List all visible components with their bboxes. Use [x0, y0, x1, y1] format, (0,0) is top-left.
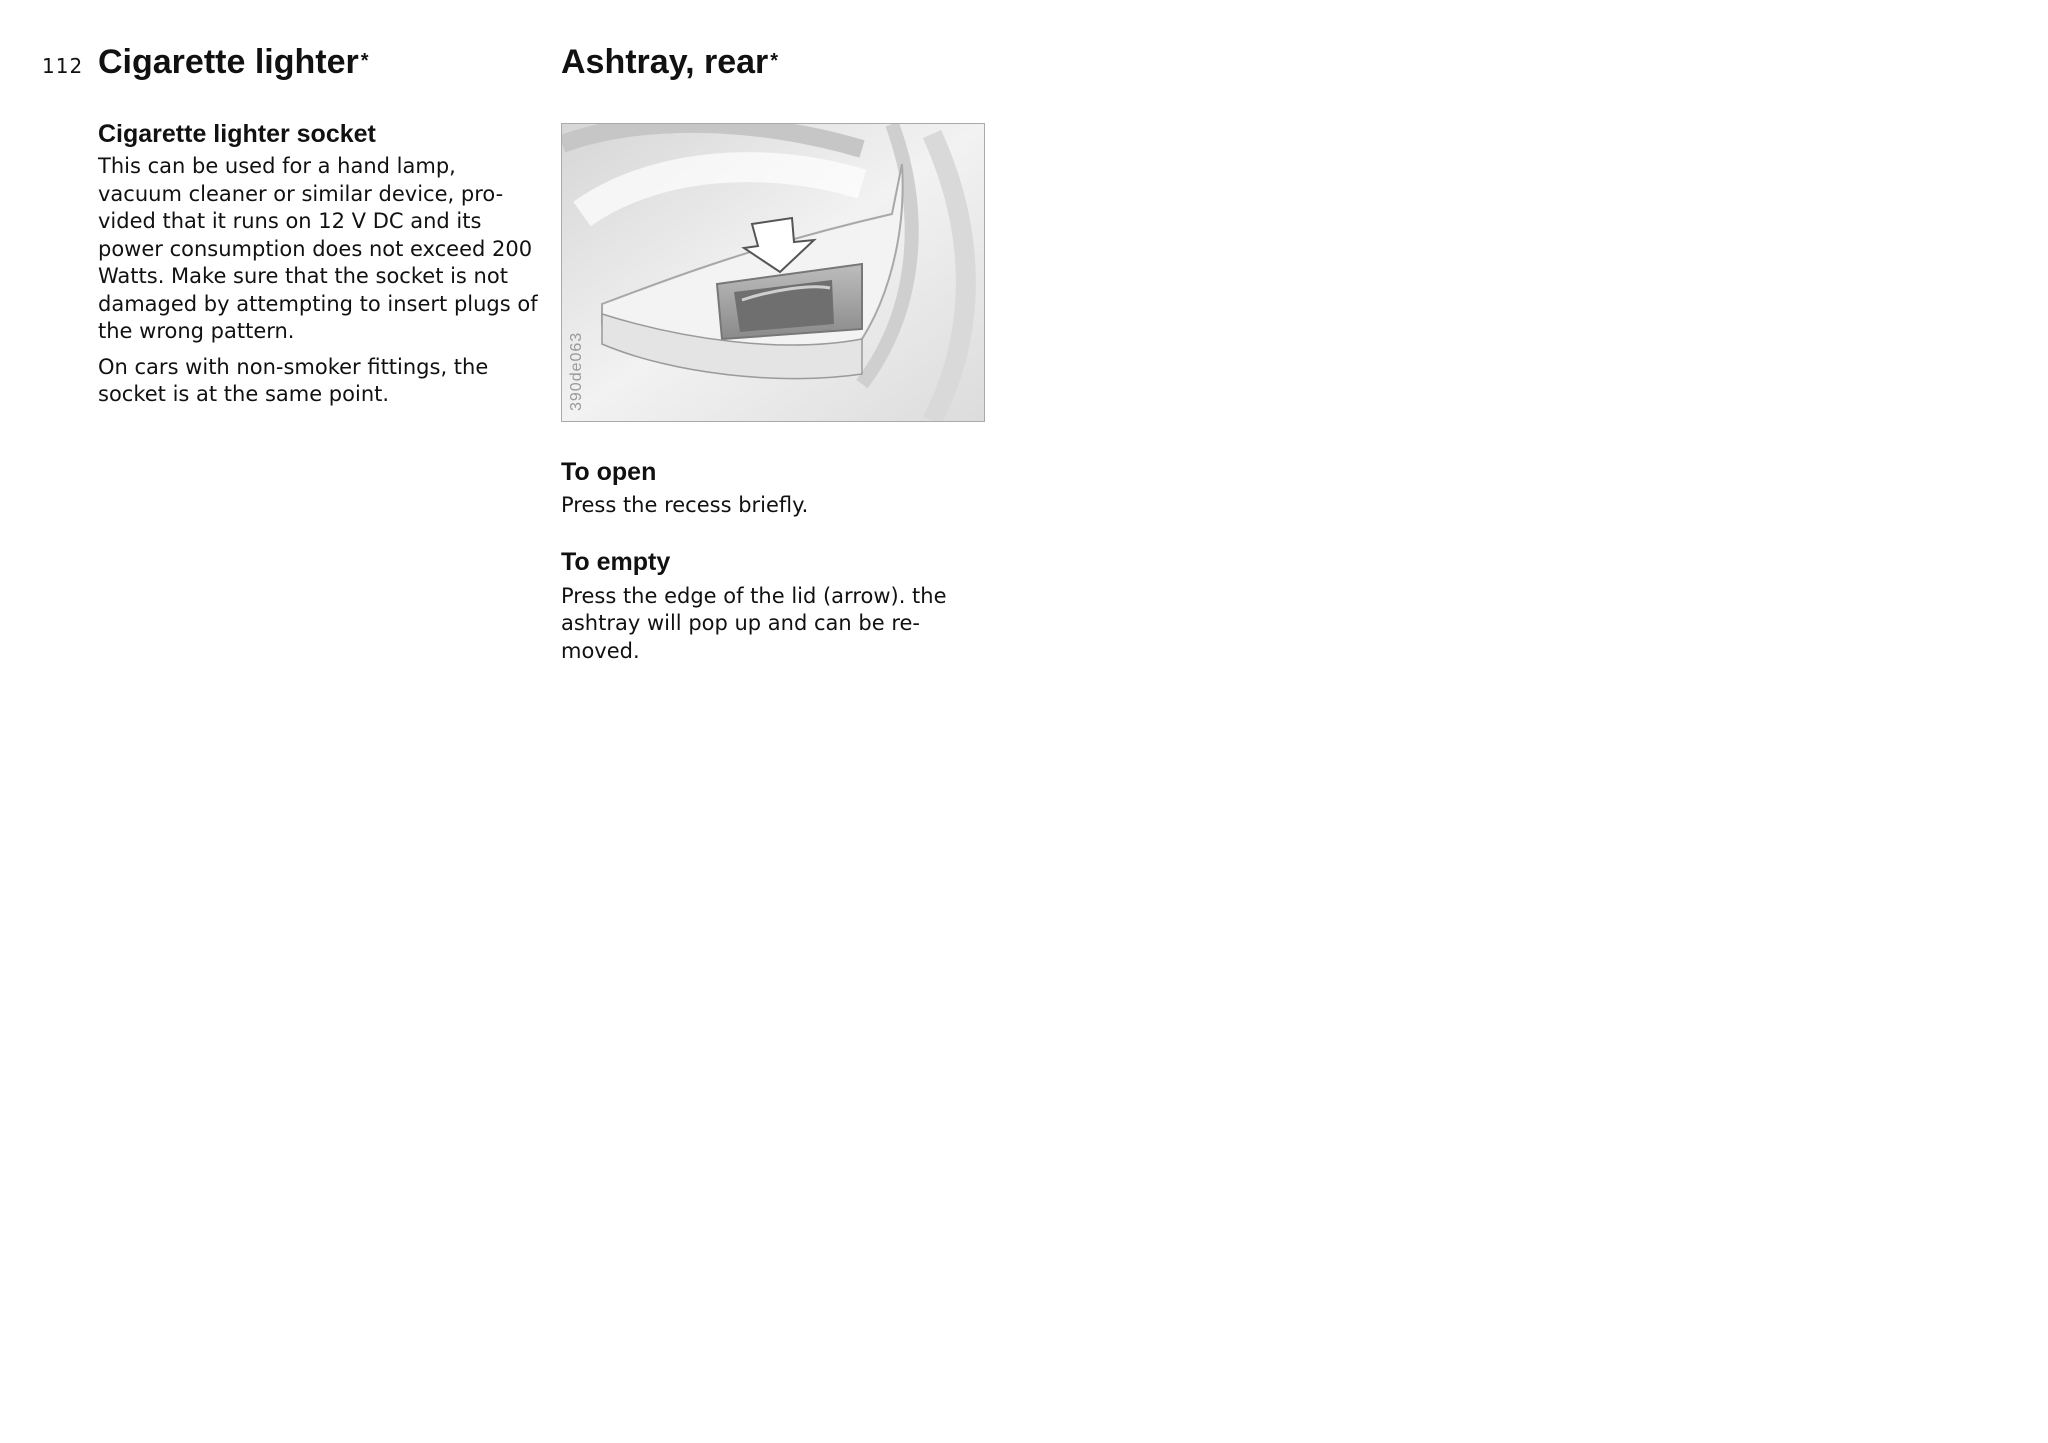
to-empty-text: Press the edge of the lid (arrow). the ashtray will pop up and can be re- moved.	[561, 583, 947, 663]
cigarette-lighter-title-text: Cigarette lighter	[98, 43, 359, 81]
ashtray-drawing	[562, 124, 984, 421]
to-empty-heading: To empty	[561, 547, 671, 576]
cigarette-lighter-section	[98, 40, 543, 409]
lighter-socket-paragraph: This can be used for a hand lamp, vacuum cleaner or similar device, pro- vided that it runs on 12 V DC and its power consumption does not exceed 200 Watts. Make sure that the socket is not damaged by attempting to insert plugs of the wrong pattern.	[98, 154, 538, 343]
to-open-text: Press the recess briefly.	[561, 493, 809, 517]
page-number: 112	[42, 54, 84, 78]
lighter-socket-heading: Cigarette lighter socket	[98, 120, 376, 148]
to-open-heading: To open	[561, 458, 657, 486]
optional-equipment-asterisk: *	[360, 50, 369, 72]
figure-code: 390de063	[568, 331, 585, 411]
non-smoker-paragraph: On cars with non-smoker fittings, the socket is at the same point.	[98, 354, 489, 406]
ashtray-rear-title-text: Ashtray, rear	[561, 43, 769, 81]
ashtray-illustration	[561, 123, 985, 422]
optional-equipment-asterisk: *	[770, 50, 779, 72]
cigarette-lighter-title	[98, 40, 543, 89]
ashtray-rear-title	[561, 40, 991, 89]
ashtray-rear-section	[561, 40, 991, 665]
